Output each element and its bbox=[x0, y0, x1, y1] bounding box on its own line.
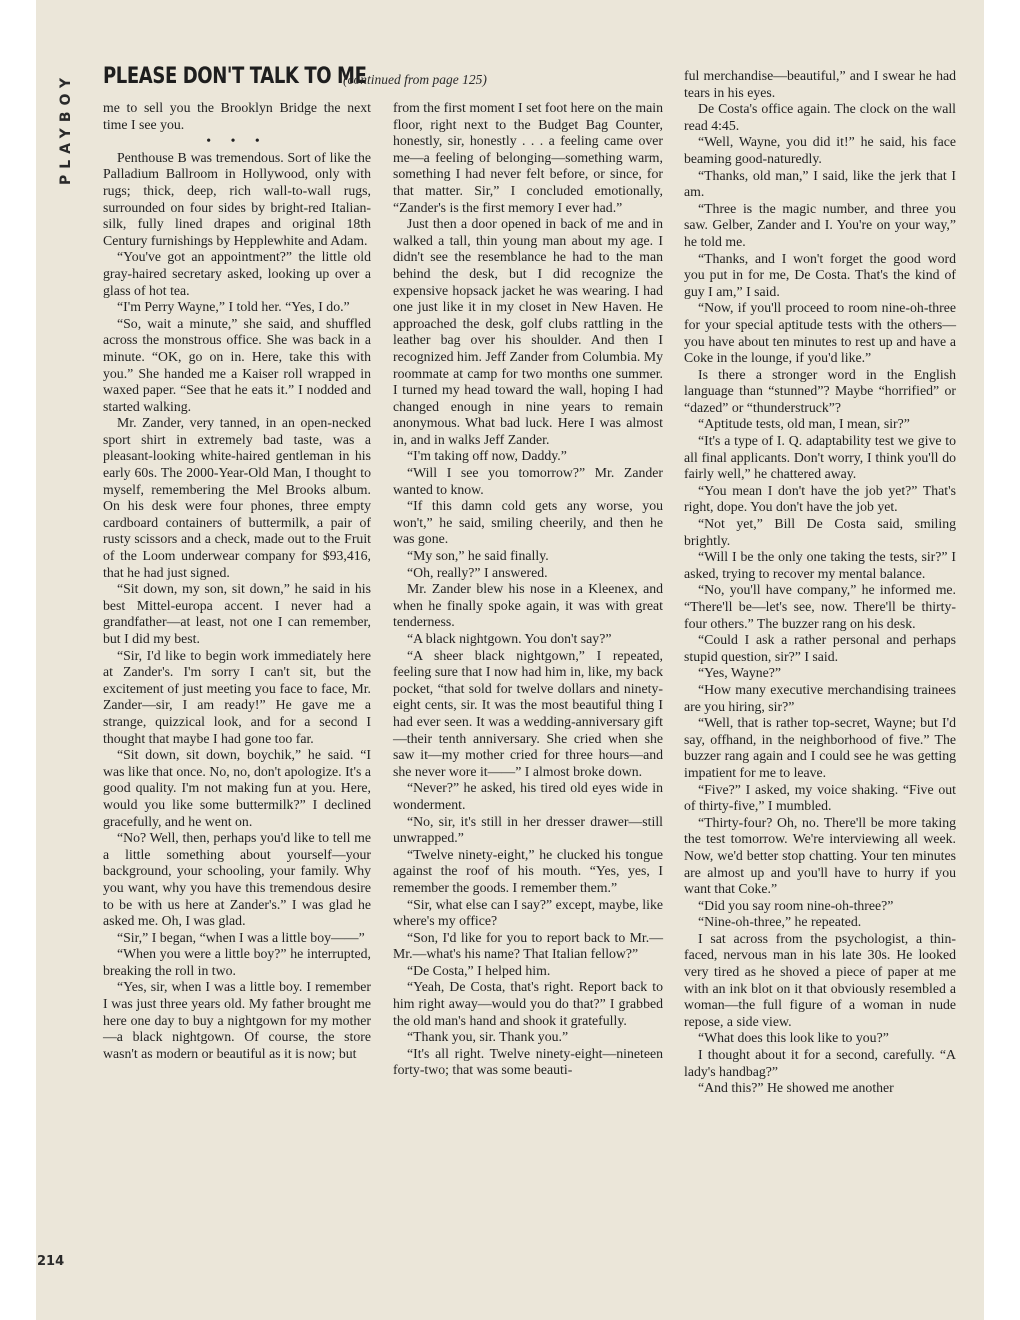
paragraph: “Five?” I asked, my voice shaking. “Five out of thirty-five,” I mumbled. bbox=[684, 781, 956, 814]
paragraph: “My son,” he said finally. bbox=[407, 548, 549, 564]
article-title: PLEASE DON'T TALK TO ME bbox=[103, 64, 367, 89]
paragraph: “Could I ask a rather personal and perhaps stupid question, sir?” I said. bbox=[684, 632, 956, 664]
paragraph: “Thirty-four? Oh, no. There'll be more taking the test tomorrow. We're interviewing all week. Now, we'd better stop chatting. Your ten minutes are almost up and you'll have to hurry if you want that Coke.” bbox=[684, 814, 956, 897]
text-column-1 bbox=[103, 100, 371, 1062]
paragraph: I sat across from the psychologist, a thin-faced, nervous man in his late 30s. He looked very tired as he shoved a piece of paper at me with an ink blot on it that obviously resembled a woman—the full figure of a woman in nude repose, a side view. bbox=[684, 930, 956, 1029]
paragraph: “It's a type of I. Q. adaptability test we give to all final applicants. Don't worry, I think you'll do fairly well,” he chattered away. bbox=[684, 433, 956, 482]
paragraph: “Sit down, my son, sit down,” he said in his best Mittel-europa accent. I never had a grandfather—at least, not one I can remember, but I did my best. bbox=[103, 581, 371, 646]
paragraph: I thought about it for a second, carefully. “A lady's handbag?” bbox=[684, 1047, 956, 1079]
paragraph: Mr. Zander blew his nose in a Kleenex, and when he finally spoke again, it was with great tenderness. bbox=[393, 581, 663, 630]
paragraph: “So, wait a minute,” she said, and shuffled across the monstrous office. She was back in a minute. “OK, go on in. Here, take this with you.” She handed me a Kaiser roll wrapped in waxed paper. “See that he eats it.” I nodded and started walking. bbox=[103, 315, 371, 414]
text-column-2 bbox=[393, 100, 663, 1079]
paragraph: “Sit down, sit down, boychik,” he said. “I was like that once. No, no, don't apologize. It's a good quality. I'm not making fun at you. Here, would you like some buttermilk?” I declined gracefully, and he went on. bbox=[103, 747, 371, 829]
paragraph: “Oh, really?” I answered. bbox=[407, 564, 548, 580]
article-headline bbox=[103, 64, 487, 89]
paragraph: from the first moment I set foot here on the main floor, right next to the Budget Bag Counter, honestly, sir, honestly . . . a feeling came over me—a feeling of belonging—something warm, something I had never felt before, or since, for that matter. Sir,” I concluded emotionally, “Zander's is the first memory I ever had.” bbox=[393, 100, 663, 215]
paragraph: “You mean I don't have the job yet?” That's right, dope. You don't have the job yet. bbox=[684, 482, 956, 515]
paragraph: Just then a door opened in back of me and in walked a tall, thin young man about my age. I didn't see the resemblance he had to the man behind the desk, but I did recognize the expensive hopsack jacket he was wearing. I had one just like it in my closet in New Haven. He approached the desk, golf clubs rattling in the leather bag over his shoulder. And then I recognized him. Jeff Zander from Columbia. My roommate at camp for two months one summer. I turned my head toward the wall, hoping I had changed enough in nine years to remain anonymous. What bad luck. Here I was almost in, and in walks Jeff Zander. bbox=[393, 216, 663, 447]
paragraph: “Not yet,” Bill De Costa said, smiling brightly. bbox=[684, 516, 956, 548]
paragraph: “Aptitude tests, old man, I mean, sir?” bbox=[698, 416, 910, 432]
paragraph: “Will I be the only one taking the tests, sir?” I asked, trying to recover my mental balance. bbox=[684, 549, 956, 581]
paragraph: “I'm taking off now, Daddy.” bbox=[407, 448, 567, 464]
paragraph: me to sell you the Brooklyn Bridge the next time I see you. bbox=[103, 100, 371, 132]
paragraph: “A sheer black nightgown,” I repeated, feeling sure that I now had him in, like, my back pocket, “that sold for twelve dollars and ninety-eight cents, sir. It was the most beautiful thing I had ever seen. It was a wedding-anniversary gift—their tenth anniversary. She cried when she saw it—my mother cried for three hours—and she never wore it——” I almost broke down. bbox=[393, 647, 663, 779]
paragraph: “Sir,” I began, “when I was a little boy——” bbox=[117, 929, 365, 945]
paragraph: “Thanks, and I won't forget the good word you put in for me, De Costa. That's the kind of guy I am,” I said. bbox=[684, 250, 956, 299]
masthead: PLAYBOY bbox=[58, 72, 74, 186]
paragraph: “Yes, sir, when I was a little boy. I remember I was just three years old. My father brought me here one day to buy a nightgown for my mother—a black nightgown. Of course, the store wasn't as modern or beautiful as it is now; but bbox=[103, 979, 371, 1061]
paragraph: De Costa's office again. The clock on the wall read 4:45. bbox=[684, 101, 956, 133]
paragraph: “Never?” he asked, his tired old eyes wide in wonderment. bbox=[393, 780, 663, 812]
paragraph: “You've got an appointment?” the little old gray-haired secretary asked, looking up over a glass of hot tea. bbox=[103, 249, 371, 298]
paragraph: “If this damn cold gets any worse, you won't,” he said, smiling cheerily, and then he was gone. bbox=[393, 498, 663, 547]
paragraph: • • • bbox=[206, 133, 268, 149]
paragraph: “De Costa,” I helped him. bbox=[407, 962, 551, 978]
paragraph: “No? Well, then, perhaps you'd like to tell me a little something about yourself—your background, your schooling, your family. Why you want, why you have this tremendous desire to be with us here at Zander's.” I was glad he asked me. Oh, I was glad. bbox=[103, 830, 371, 929]
paragraph: “Yeah, De Costa, that's right. Report back to him right away—would you do that?” I grabbed the old man's hand and shook it gratefully. bbox=[393, 979, 663, 1028]
continued-note: (continued from page 125) bbox=[343, 72, 487, 87]
paragraph: “Nine-oh-three,” he repeated. bbox=[698, 914, 862, 930]
paragraph: ful merchandise—beautiful,” and I swear he had tears in his eyes. bbox=[684, 68, 956, 100]
paragraph: “Well, Wayne, you did it!” he said, his face beaming good-naturedly. bbox=[684, 134, 956, 166]
paragraph: Penthouse B was tremendous. Sort of like the Palladium Ballroom in Hollywood, only with rugs; thick, deep, rich wall-to-wall rugs, surrounded on four sides by bright-red Italian-silk, fully lined drapes and original 18th Century furnishings by Hepplewhite and Adam. bbox=[103, 149, 371, 248]
text-column-3 bbox=[684, 68, 956, 1097]
paragraph: “Three is the magic number, and three you saw. Gelber, Zander and I. You're on your way,” he told me. bbox=[684, 200, 956, 249]
paragraph: “What does this look like to you?” bbox=[698, 1030, 889, 1046]
paragraph: “Did you say room nine-oh-three?” bbox=[698, 897, 894, 913]
paragraph: “Sir, I'd like to begin work immediately here at Zander's. I'm sorry I can't sit, but the excitement of just meeting you face to face, Mr. Zander—sir, I am ready!” He gave me a strange, quizzical look, and for a second I thought that maybe I had gone too far. bbox=[103, 647, 371, 746]
paragraph: “Sir, what else can I say?” except, maybe, like where's my office? bbox=[393, 896, 663, 929]
paragraph: Mr. Zander, very tanned, in an open-necked sport shirt in extremely bad taste, was a pleasant-looking white-haired gentleman in his early 60s. The 2000-Year-Old Man, I thought to myself, remembering the Mel Brooks album. On his desk were four phones, three empty cardboard containers of buttermilk, a pair of rusty scissors and a check, made out to the Fruit of the Loom underwear company for $93,416, that he had just signed. bbox=[103, 415, 371, 580]
paragraph: “A black nightgown. You don't say?” bbox=[407, 631, 612, 646]
paragraph: “Yes, Wayne?” bbox=[698, 665, 782, 681]
paragraph: Is there a stronger word in the English language than “stunned”? Maybe “horrified” or “dazed” or “thunderstruck”? bbox=[684, 366, 956, 415]
paragraph: “Now, if you'll proceed to room nine-oh-three for your special aptitude tests with the others—you have about ten minutes to rest up and have a Coke in the lounge, if you'd like.” bbox=[684, 300, 956, 366]
paragraph: “When you were a little boy?” he interrupted, breaking the roll in two. bbox=[103, 946, 371, 978]
paragraph: “No, sir, it's still in her dresser drawer—still unwrapped.” bbox=[393, 813, 663, 846]
paragraph: “Twelve ninety-eight,” he clucked his tongue against the roof of his mouth. “Yes, yes, I remember the goods. I remember them.” bbox=[393, 846, 663, 895]
paragraph: “Thanks, old man,” I said, like the jerk that I am. bbox=[684, 167, 956, 200]
paragraph: “Will I see you tomorrow?” Mr. Zander wanted to know. bbox=[393, 465, 663, 497]
paragraph: “No, you'll have company,” he informed me. “There'll be—let's see, now. There'll be thirty-four others.” The buzzer rang on his desk. bbox=[684, 582, 956, 631]
page-number: 214 bbox=[37, 1254, 65, 1269]
paragraph: “Well, that is rather top-secret, Wayne; but I'd say, offhand, in the neighborhood of five.” The buzzer rang again and I could see he was getting impatient for me to leave. bbox=[684, 715, 956, 780]
paragraph: “And this?” He showed me another bbox=[698, 1080, 894, 1096]
paragraph: “Son, I'd like for you to report back to Mr.—Mr.—what's his name? That Italian fellow?” bbox=[393, 929, 663, 962]
paragraph: “I'm Perry Wayne,” I told her. “Yes, I do.” bbox=[117, 299, 350, 315]
paragraph: “How many executive merchandising trainees are you hiring, sir?” bbox=[684, 681, 956, 714]
paragraph: “Thank you, sir. Thank you.” bbox=[407, 1029, 569, 1045]
paragraph: “It's all right. Twelve ninety-eight—nineteen forty-two; that was some beauti- bbox=[393, 1045, 663, 1078]
